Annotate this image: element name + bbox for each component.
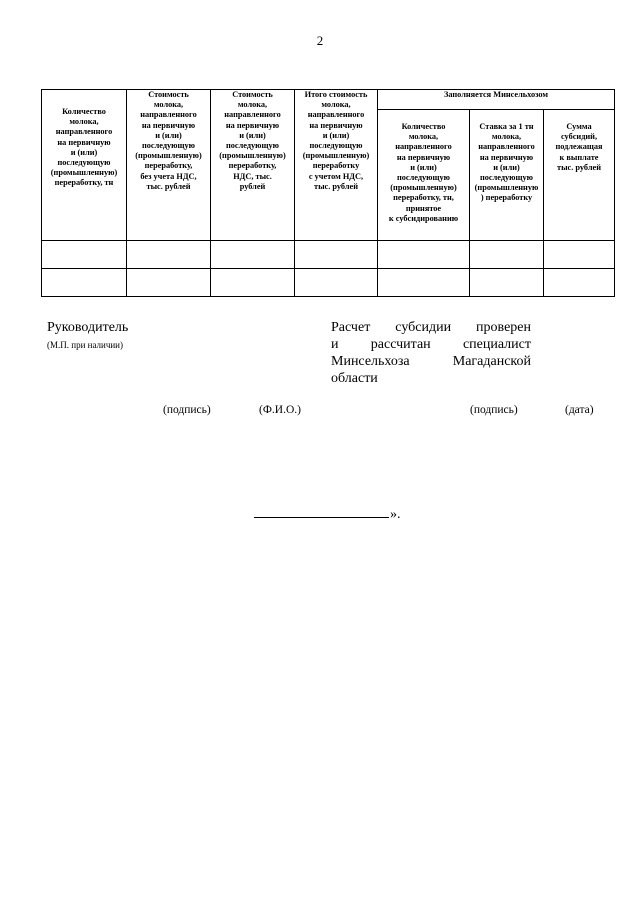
column-header-text: переработку, тн,	[393, 193, 454, 203]
column-header-text: НДС, тыс.	[233, 171, 272, 181]
date-label: (дата)	[565, 404, 594, 416]
column-header-text: молока,	[408, 132, 439, 142]
column-header-text: направленного	[224, 110, 281, 120]
column-header-text: (промышленную)	[390, 183, 457, 193]
column-header-text: тыс. рублей	[146, 181, 191, 191]
table-cell	[544, 269, 615, 297]
column-header-text: с учетом НДС,	[308, 171, 364, 181]
column-header-text: последующую	[396, 173, 451, 183]
column-header-text: подлежащая	[555, 142, 603, 152]
column-header-text: к выплате	[559, 152, 599, 162]
column-header-text: и (или)	[155, 130, 182, 140]
column-header-text: Итого стоимость	[304, 90, 368, 99]
column-header-text: (промышленную)	[219, 151, 286, 161]
table-cell	[544, 241, 615, 269]
column-header-text: (промышленную)	[302, 151, 370, 161]
column-header-text: молока,	[321, 100, 351, 110]
table-cell	[378, 241, 470, 269]
column-header-lines	[545, 122, 613, 173]
full-name-label: (Ф.И.О.)	[259, 404, 301, 416]
column-header-text: переработку,	[144, 161, 193, 171]
column-header-text: (промышленную)	[135, 151, 202, 161]
column-header-text: ) переработку	[480, 193, 533, 203]
column-header-text: субсидий,	[560, 132, 598, 142]
column-header-text: и (или)	[410, 162, 437, 172]
blank-underline	[254, 505, 389, 518]
column-header-text: тыс. рублей	[314, 181, 358, 191]
column-header-text: направленного	[395, 142, 452, 152]
column-header-text: Стоимость	[232, 90, 273, 99]
table-cell	[127, 269, 211, 297]
column-header-lines	[212, 90, 293, 192]
column-header-text: на первичную	[57, 137, 111, 147]
column-header-text: последующую	[141, 141, 196, 151]
column-header-lines	[128, 90, 209, 192]
column-header-text: (промышленную	[474, 183, 539, 193]
verification-line: и рассчитан специалист	[331, 337, 531, 352]
column-header-text: молока,	[153, 100, 184, 110]
table-cell	[127, 241, 211, 269]
column-header-text: Ставка за 1 тн	[479, 122, 534, 131]
column-header-text: молока,	[237, 100, 268, 110]
column-header-text: Количество	[62, 107, 106, 116]
table-row	[42, 269, 615, 297]
column-header-text: на первичную	[141, 120, 196, 130]
column-header-lines	[379, 122, 468, 224]
column-header-text: Стоимость	[148, 90, 189, 99]
column-header-text: на первичную	[396, 152, 451, 162]
column-header-text: к субсидированию	[388, 213, 459, 223]
column-header-text: и (или)	[493, 162, 520, 172]
column-header-text: на первичную	[309, 120, 363, 130]
signature-label-specialist: (подпись)	[470, 404, 518, 416]
table-cell	[211, 269, 295, 297]
column-header-text: переработку,	[228, 161, 277, 171]
table-body	[42, 241, 615, 297]
page-number: 2	[316, 33, 324, 48]
table-cell	[211, 241, 295, 269]
column-header-text: последующую	[309, 141, 363, 151]
table-cell	[42, 269, 127, 297]
table-cell	[295, 269, 378, 297]
subsidy-table	[41, 89, 615, 297]
signature-label-director: (подпись)	[163, 404, 211, 416]
column-header-text: (промышленную)	[50, 168, 118, 178]
column-header-text: без учета НДС,	[140, 171, 197, 181]
column-header-text: направленного	[478, 142, 535, 152]
column-header-text: и (или)	[70, 147, 98, 157]
verification-statement	[331, 319, 531, 387]
verification-line: Расчет субсидии проверен	[331, 320, 531, 335]
column-header-total-cost	[295, 90, 378, 241]
column-header-text: Количество	[401, 122, 446, 131]
column-header-text: молока,	[491, 132, 522, 142]
column-header-text: последующую	[225, 141, 280, 151]
column-header-subsidy-sum	[544, 110, 615, 241]
column-header-text: молока,	[69, 117, 99, 127]
column-header-text: принятое	[405, 203, 442, 213]
column-header-text: направленного	[140, 110, 197, 120]
column-header-text: направленного	[55, 127, 113, 137]
column-header-text: рублей	[239, 181, 266, 191]
table-row	[42, 241, 615, 269]
column-header-text: переработку	[312, 161, 360, 171]
verification-line: Минсельхоза Магаданской	[331, 354, 531, 369]
column-header-cost-without-vat	[127, 90, 211, 241]
column-header-rate-per-ton	[470, 110, 544, 241]
table-cell	[470, 241, 544, 269]
column-header-text: последующую	[479, 173, 534, 183]
table-cell	[470, 269, 544, 297]
column-header-text: тыс. рублей	[557, 162, 601, 172]
closing-line	[254, 505, 401, 523]
column-header-text: на первичную	[225, 120, 280, 130]
column-header-text: последующую	[57, 158, 111, 168]
column-header-lines	[471, 122, 542, 204]
table-cell	[378, 269, 470, 297]
table-cell	[295, 241, 378, 269]
column-header-milk-quantity	[42, 90, 127, 241]
column-header-text: направленного	[307, 110, 365, 120]
verification-line: области	[331, 371, 378, 386]
column-header-text: на первичную	[479, 152, 534, 162]
stamp-note: (М.П. при наличии)	[47, 340, 123, 350]
table-cell	[42, 241, 127, 269]
column-header-lines	[296, 90, 376, 192]
column-header-text: переработку, тн	[54, 178, 114, 188]
group-header-ministry: Заполняется Минсельхозом	[378, 90, 615, 110]
column-header-text: и (или)	[322, 130, 350, 140]
column-header-text: и (или)	[239, 130, 266, 140]
director-label: Руководитель	[47, 320, 129, 335]
column-header-vat	[211, 90, 295, 241]
closing-quote: ».	[390, 507, 401, 522]
column-header-accepted-quantity	[378, 110, 470, 241]
column-header-lines	[43, 107, 125, 189]
column-header-text: Сумма	[566, 122, 592, 131]
